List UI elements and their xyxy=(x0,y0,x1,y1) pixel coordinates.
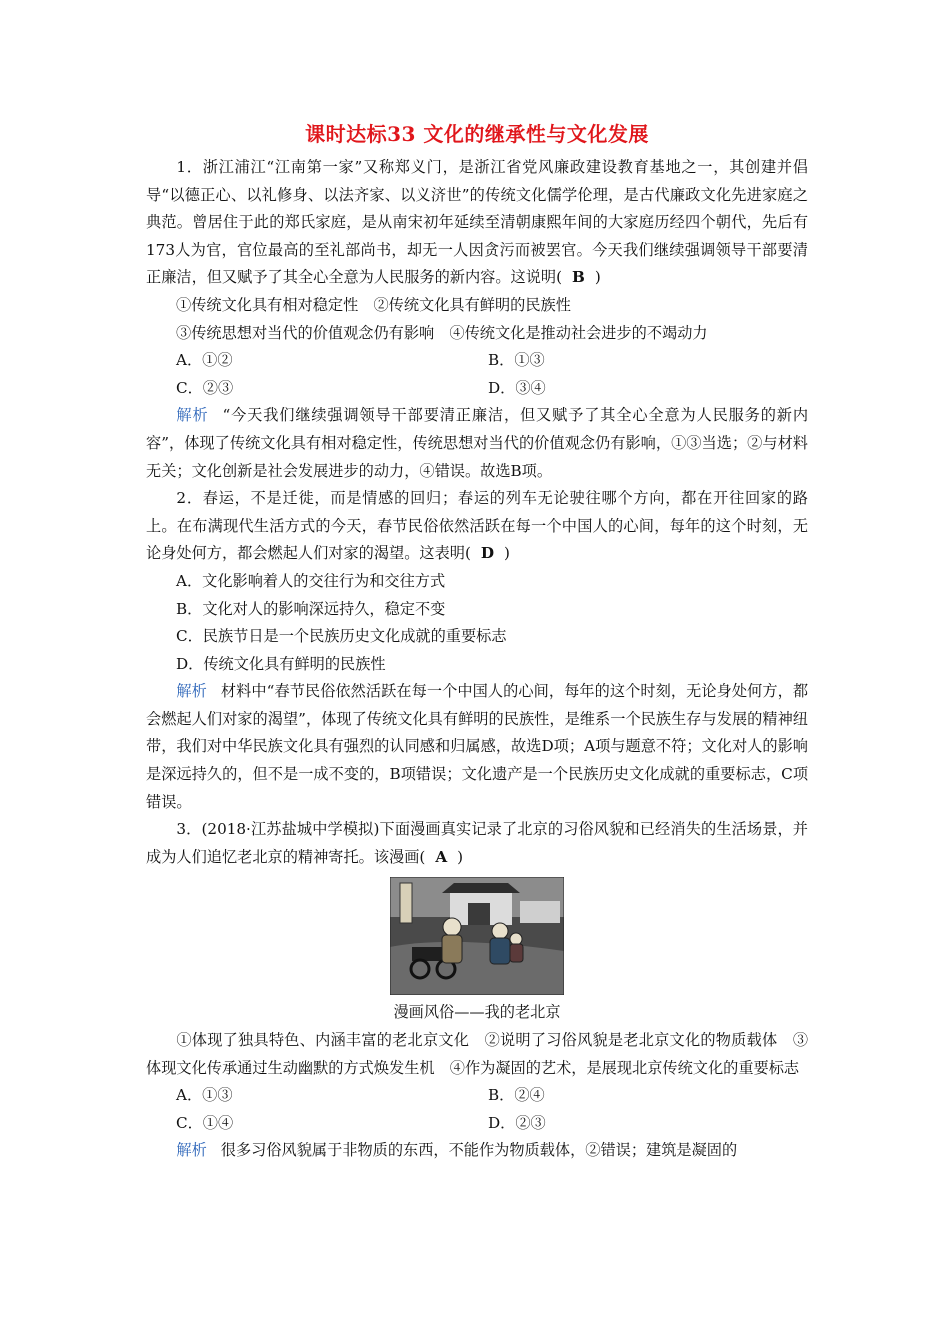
q2-option-a: A．文化影响着人的交往行为和交往方式 xyxy=(176,571,446,590)
q1-item-line-1: ①传统文化具有相对稳定性 ②传统文化具有鲜明的民族性 xyxy=(176,295,571,314)
q3-analysis-label: 解析 xyxy=(176,1141,207,1160)
q2-analysis: 解析 材料中“春节民俗依然活跃在每一个中国人的心间，每年的这个时刻，无论身处何方，都会燃起人们对家的渴望”，体现了传统文化具有鲜明的民族性，是维系一个民族生存与发展的精神纽带，我们对中华民族文化具有强烈的认同感和归属感，故选D项；A项与题意不符；文化对人的影响是深远持久的，但不是一成不变的，B项错误；文化遗产是一个民族历史文化成就的重要标志，C项错误。 xyxy=(146,682,809,811)
document-page xyxy=(146,120,808,1165)
cartoon-old-beijing-illustration-icon xyxy=(390,877,564,995)
q1-stem: 1．浙江浦江“江南第一家”又称郑义门，是浙江省党风廉政建设教育基地之一，其创建并倡导“以德正心、以礼修身、以法齐家、以义济世”的传统文化儒学伦理，是古代廉政文化先进家庭之典范。曾居住于此的郑氏家庭，是从南宋初年延续至清朝康熙年间的大家庭历经四个朝代，先后有173人为官，官位最高的至礼部尚书，却无一人因贪污而被罢官。今天我们继续强调领导干部要清正廉洁，但又赋予了其全心全意为人民服务的新内容。这说明( B ) xyxy=(146,154,808,292)
q3-option-c: C．①④ xyxy=(176,1113,234,1132)
figure-caption: 漫画风俗——我的老北京 xyxy=(393,1003,561,1022)
q2-stem: 2．春运，不是迁徙，而是情感的回归；春运的列车无论驶往哪个方向，都在开往回家的路上。在布满现代生活方式的今天，春节民俗依然活跃在每一个中国人的心间，每年的这个时刻，无论身处何方，都会燃起人们对家的渴望。这表明( D ) xyxy=(146,485,808,568)
q3-option-d: D．②③ xyxy=(488,1113,546,1132)
q1-option-c: C．②③ xyxy=(176,378,234,397)
q1-options-row-2 xyxy=(146,375,808,403)
q1-analysis: 解析 “今天我们继续强调领导干部要清正廉洁，但又赋予了其全心全意为人民服务的新内容”，体现了传统文化具有相对稳定性，传统思想对当代的价值观念仍有影响，①③当选；②与材料无关；文化创新是社会发展进步的动力，④错误。故选B项。 xyxy=(146,406,809,480)
q1-option-b: B．①③ xyxy=(488,351,545,370)
q3-options-row-2 xyxy=(146,1110,808,1138)
q3-stem: 3．(2018·江苏盐城中学模拟)下面漫画真实记录了北京的习俗风貌和已经消失的生活场景，并成为人们追忆老北京的精神寄托。该漫画( A ) xyxy=(146,816,808,871)
q1-option-a: A．①② xyxy=(176,351,233,370)
q1-options-row-1 xyxy=(146,347,808,375)
q1-item-line-2: ③传统思想对当代的价值观念仍有影响 ④传统文化是推动社会进步的不竭动力 xyxy=(176,323,708,342)
q3-answer: A xyxy=(435,847,448,866)
page-title: 课时达标33 文化的继承性与文化发展 xyxy=(305,122,649,146)
q2-option-b: B．文化对人的影响深远持久，稳定不变 xyxy=(176,599,446,618)
q3-items: ①体现了独具特色、内涵丰富的老北京文化 ②说明了习俗风貌是老北京文化的物质载体 ③体现文化传承通过生动幽默的方式焕发生机 ④作为凝固的艺术，是展现北京传统文化的重要标志 xyxy=(146,1031,808,1077)
q3-option-b: B．②④ xyxy=(488,1086,545,1105)
q3-analysis: 解析 很多习俗风貌属于非物质的东西，不能作为物质载体，②错误；建筑是凝固的 xyxy=(176,1141,738,1160)
q3-options-row-1 xyxy=(146,1082,808,1110)
q1-analysis-label: 解析 xyxy=(176,406,209,425)
q2-analysis-label: 解析 xyxy=(176,682,207,701)
q1-option-d: D．③④ xyxy=(488,378,546,397)
q1-answer: B xyxy=(572,268,585,287)
q2-answer: D xyxy=(480,544,495,563)
q2-option-c: C．民族节日是一个民族历史文化成就的重要标志 xyxy=(176,627,507,646)
q2-option-d: D．传统文化具有鲜明的民族性 xyxy=(176,654,386,673)
q3-option-a: A．①③ xyxy=(176,1086,233,1105)
